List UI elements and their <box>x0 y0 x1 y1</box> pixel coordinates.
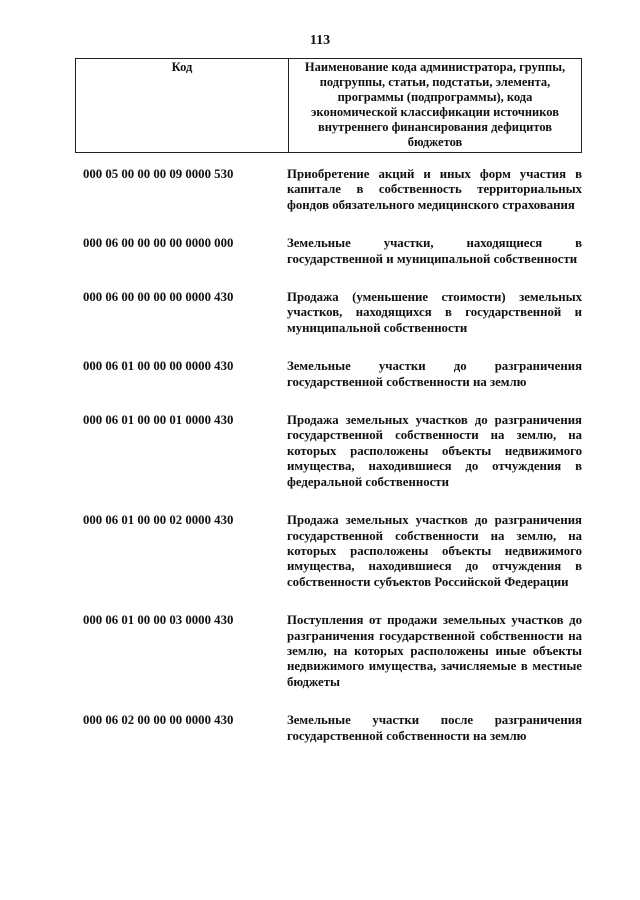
table-row <box>75 613 582 690</box>
row-description: Земельные участки до разграничения государственной собственности на землю <box>287 359 582 389</box>
row-description: Продажа земельных участков до разграничения государственной собственности на землю, на которых расположены объекты недвижимого имущества, находившиеся до отчуждения в федеральной собственности <box>287 413 582 489</box>
row-code: 000 06 01 00 00 03 0000 430 <box>83 613 234 628</box>
row-description: Земельные участки после разграничения государственной собственности на землю <box>287 713 582 743</box>
row-code: 000 06 01 00 00 01 0000 430 <box>83 413 234 428</box>
row-description: Земельные участки, находящиеся в государственной и муниципальной собственности <box>287 236 582 266</box>
row-code: 000 05 00 00 00 09 0000 530 <box>83 167 234 181</box>
header-name: Наименование кода администратора, группы, подгруппы, статьи, подстатьи, элемента, программы (подпрограммы), кода экономической классификации источников внутреннего финансирования дефицитов бюджетов <box>289 59 582 153</box>
row-description: Продажа (уменьшение стоимости) земельных участков, находящихся в государственной и муниципальной собственности <box>287 290 582 335</box>
table-row <box>75 236 582 267</box>
row-description: Поступления от продажи земельных участков до разграничения государственной собственности на землю, на которых расположены иные объекты недвижимого имущества, зачисляемые в местные бюджеты <box>287 613 582 689</box>
classification-rows <box>75 167 582 767</box>
row-description: Продажа земельных участков до разграничения государственной собственности на землю, на которых расположены объекты недвижимого имущества, находившиеся до отчуждения в собственности субъектов Российской Федерации <box>287 513 582 589</box>
header-code: Код <box>76 59 289 153</box>
header-row <box>76 59 582 153</box>
row-description: Приобретение акций и иных форм участия в капитале в собственность территориальных фондов обязательного медицинского страхования <box>287 167 582 212</box>
row-code: 000 06 01 00 00 00 0000 430 <box>83 359 234 374</box>
table-row <box>75 290 582 336</box>
row-code: 000 06 00 00 00 00 0000 000 <box>83 236 234 251</box>
table-row <box>75 359 582 390</box>
row-code: 000 06 01 00 00 02 0000 430 <box>83 513 234 528</box>
table-row <box>75 713 582 744</box>
table-row <box>75 167 582 213</box>
page-number: 113 <box>309 33 331 48</box>
row-code: 000 06 00 00 00 00 0000 430 <box>83 290 234 305</box>
table-row <box>75 413 582 490</box>
row-code: 000 06 02 00 00 00 0000 430 <box>83 713 234 728</box>
table-row <box>75 513 582 590</box>
table-header <box>75 58 582 153</box>
